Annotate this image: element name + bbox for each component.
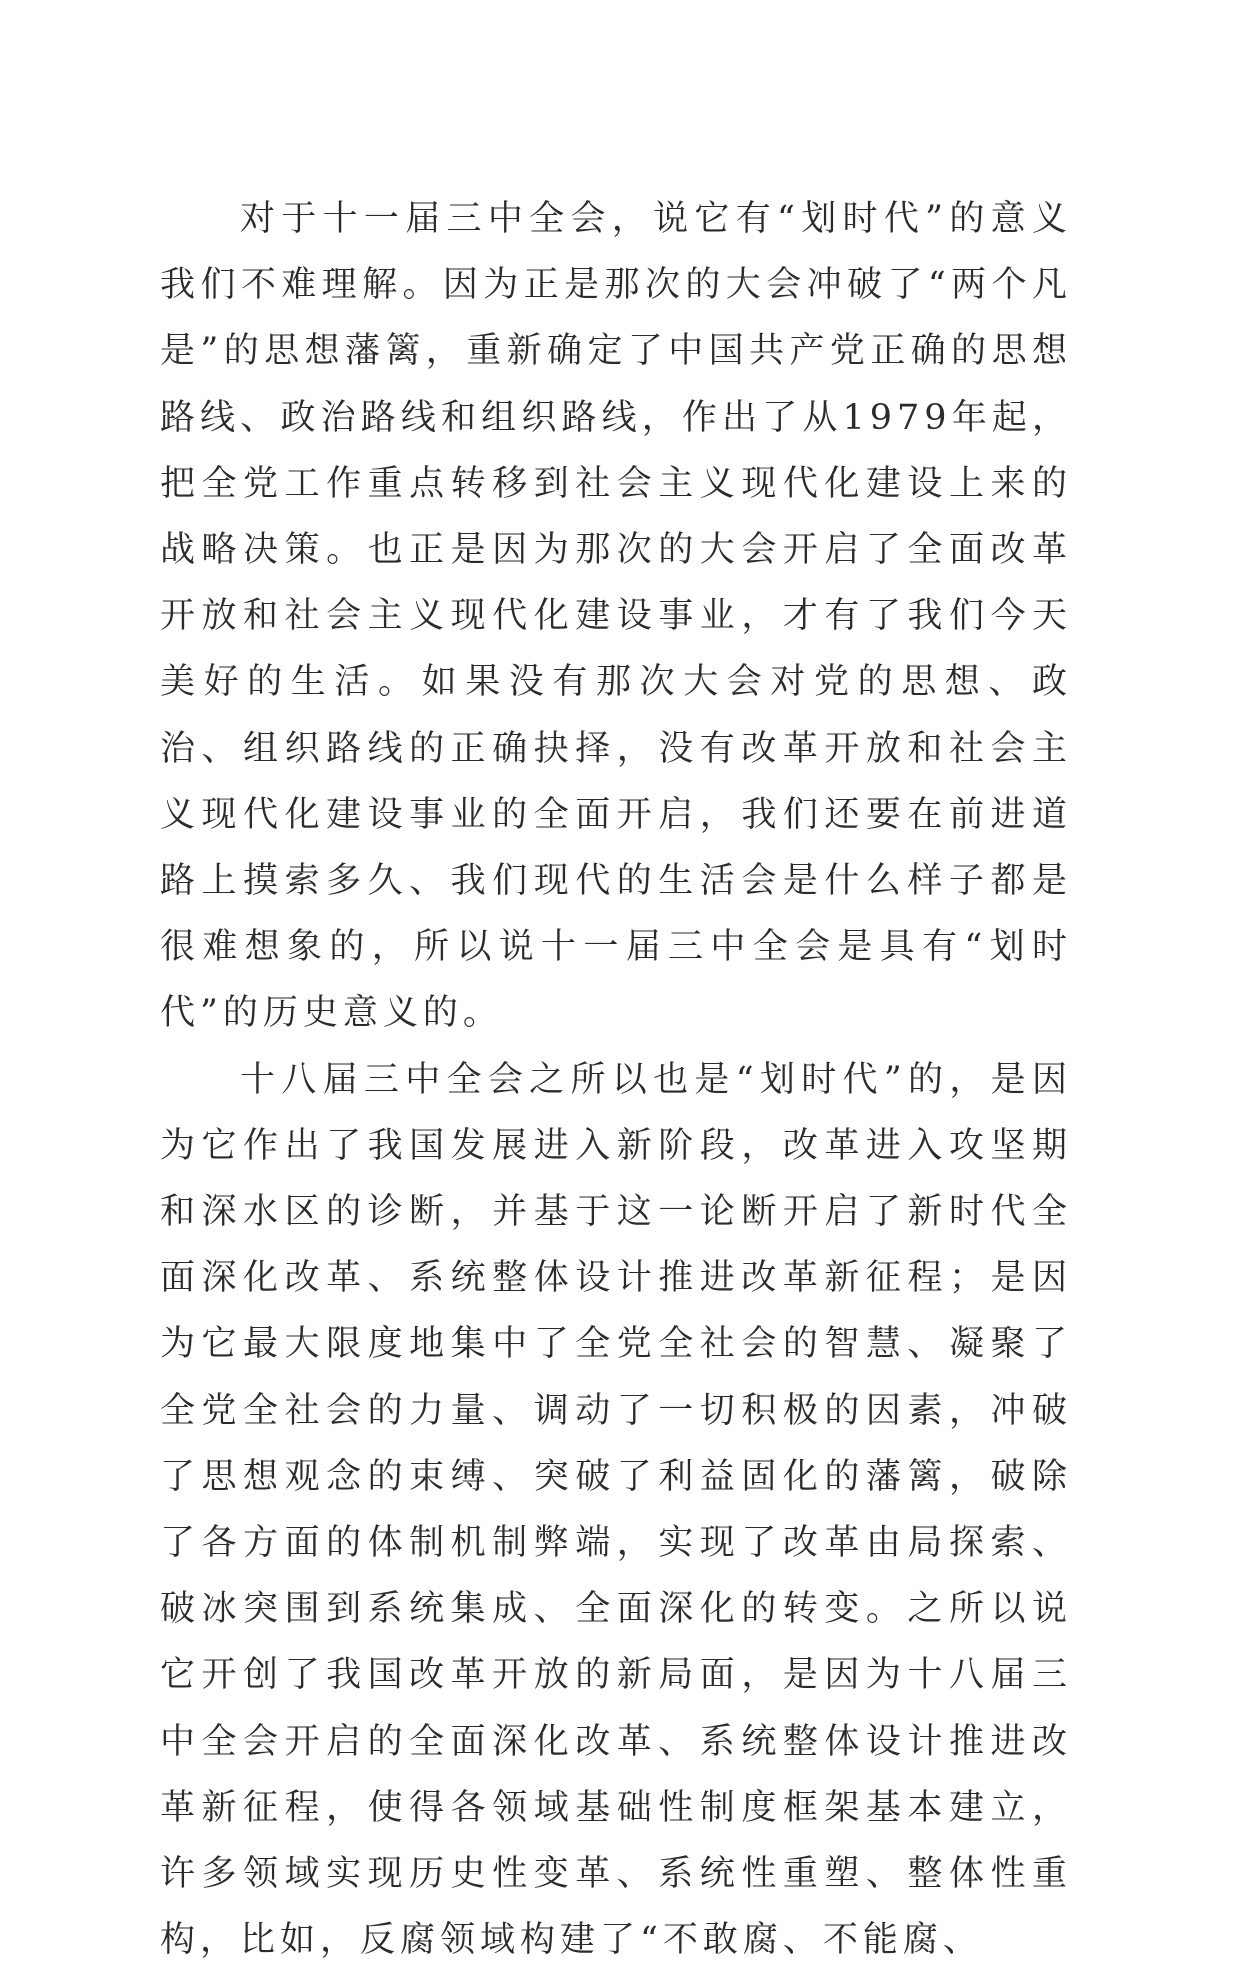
paragraph-third-plenum-18th: 十八届三中全会之所以也是“划时代”的，是因为它作出了我国发展进入新阶段，改革进入攻坚期和深水区的诊断，并基于这一论断开启了新时代全面深化改革、系统整体设计推进改革新征程；是因为它最大限度地集中了全党全社会的智慧、凝聚了全党全社会的力量、调动了一切积极的因素，冲破了思想观念的束缚、突破了利益固化的藩篱，破除了各方面的体制机制弊端，实现了改革由局探索、破冰突围到系统集成、全面深化的转变。之所以说它开创了我国改革开放的新局面，是因为十八届三中全会开启的全面深化改革、系统整体设计推进改革新征程，使得各领域基础性制度框架基本建立，许多领域实现历史性变革、系统性重塑、整体性重构，比如，反腐领域构建了“不敢腐、不能腐、 bbox=[160, 1059, 1072, 1961]
body-text bbox=[160, 186, 1072, 1973]
paragraph-third-plenum-11th: 对于十一届三中全会，说它有“划时代”的意义我们不难理解。因为正是那次的大会冲破了“两个凡是”的思想藩篱，重新确定了中国共产党正确的思想路线、政治路线和组织路线，作出了从1979年起，把全党工作重点转移到社会主义现代化建设上来的战略决策。也正是因为那次的大会开启了全面改革开放和社会主义现代化建设事业，才有了我们今天美好的生活。如果没有那次大会对党的思想、政治、组织路线的正确抉择，没有改革开放和社会主义现代化建设事业的全面开启，我们还要在前进道路上摸索多久、我们现代的生活会是什么样子都是很难想象的，所以说十一届三中全会是具有“划时代”的历史意义的。 bbox=[160, 199, 1072, 1034]
